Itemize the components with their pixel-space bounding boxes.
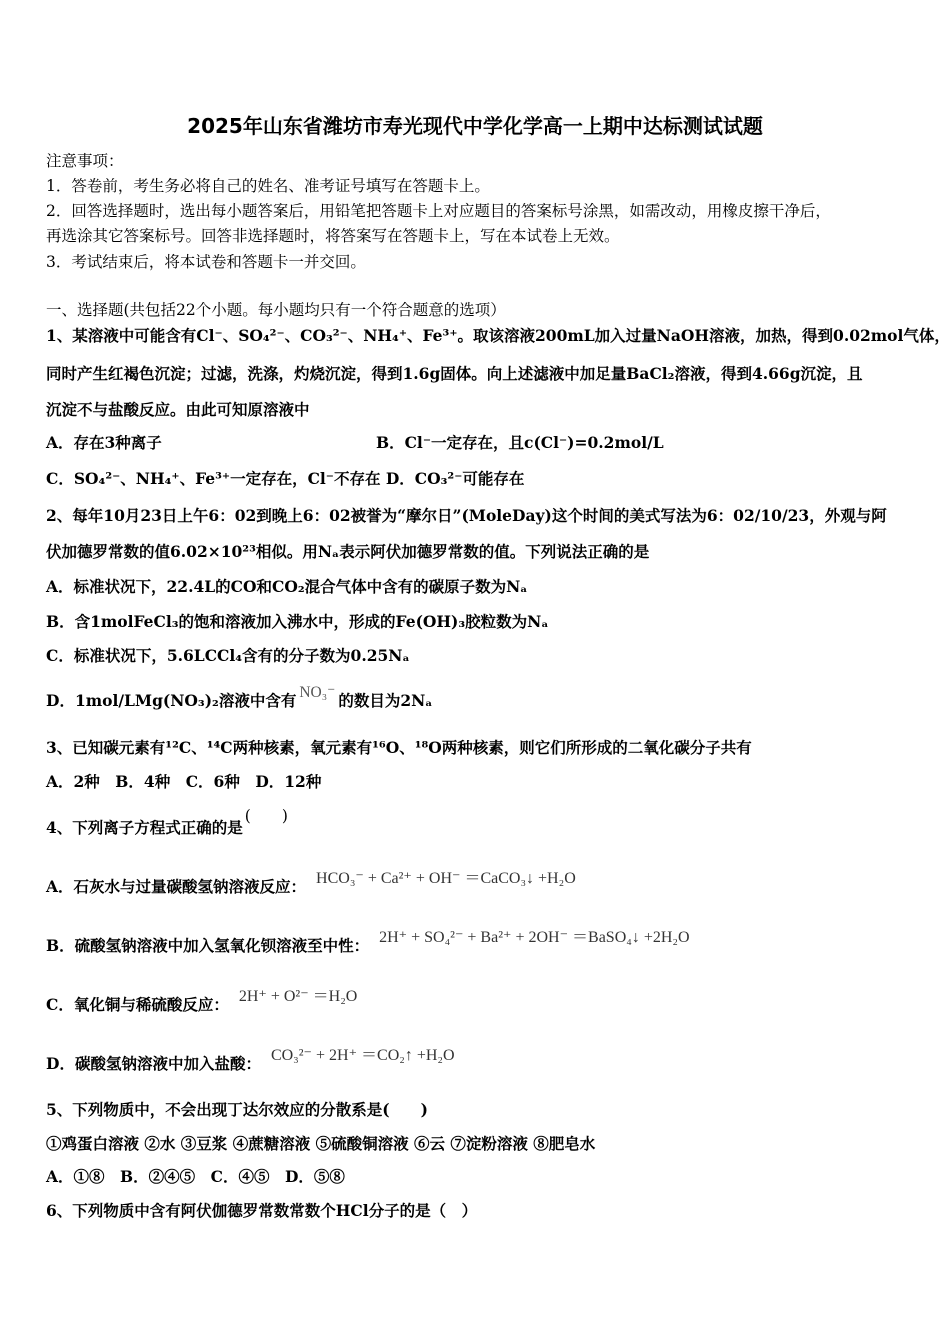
notice-heading: 注意事项： <box>46 152 124 170</box>
q4-option-c <box>46 988 358 1016</box>
q2-option-d-suffix: 的数目为2Nₐ <box>338 691 433 710</box>
exam-title: 2025年山东省潍坊市寿光现代中学化学高一上期中达标测试试题 <box>187 114 763 138</box>
q3-stem: 3、已知碳元素有¹²C、¹⁴C两种核素，氧元素有¹⁶O、¹⁸O两种核素，则它们所形成的二氧化碳分子共有 <box>46 738 752 757</box>
q5-options: A．①⑧ B．②④⑤ C．④⑤ D．⑤⑧ <box>46 1167 345 1186</box>
q4-option-b <box>46 929 690 957</box>
q5-items: ①鸡蛋白溶液 ②水 ③豆浆 ④蔗糖溶液 ⑤硫酸铜溶液 ⑥云 ⑦淀粉溶液 ⑧肥皂水 <box>46 1134 596 1153</box>
notice-item-2: 2．回答选择题时，选出每小题答案后，用铅笔把答题卡上对应题目的答案标号涂黑，如需改动，用橡皮擦干净后， <box>46 202 831 220</box>
q1-option-b: B．Cl⁻一定存在，且c(Cl⁻)=0.2mol/L <box>376 433 664 452</box>
q2-stem-line-2: 伏加德罗常数的值6.02×10²³相似。用Nₐ表示阿伏加德罗常数的值。下列说法正确的是 <box>46 542 650 561</box>
q1-option-a: A．存在3种离子 <box>46 433 162 452</box>
q4-option-b-label: B．硫酸氢钠溶液中加入氢氧化钡溶液至中性： <box>46 936 370 955</box>
q4-option-a-label: A．石灰水与过量碳酸氢钠溶液反应： <box>46 877 307 896</box>
q4-option-d <box>46 1047 455 1075</box>
q4-stem-text: 4、下列离子方程式正确的是 <box>46 818 243 837</box>
q2-option-d <box>46 684 433 712</box>
notice-item-1: 1．答卷前，考生务必将自己的姓名、准考证号填写在答题卡上。 <box>46 177 490 195</box>
q4-option-a <box>46 870 576 898</box>
q1-option-c-d: C．SO₄²⁻、NH₄⁺、Fe³⁺一定存在，Cl⁻不存在 D．CO₃²⁻可能存在 <box>46 469 525 488</box>
q2-option-a: A．标准状况下，22.4L的CO和CO₂混合气体中含有的碳原子数为Nₐ <box>46 577 528 596</box>
q4-option-b-equation: 2H⁺ + SO₄²⁻ + Ba²⁺ + 2OH⁻ ＝BaSO₄↓ +2H₂O <box>379 929 690 946</box>
section-heading: 一、选择题(共包括22个小题。每小题均只有一个符合题意的选项） <box>46 301 506 319</box>
q4-option-c-label: C．氧化铜与稀硫酸反应： <box>46 995 229 1014</box>
q4-option-d-label: D．碳酸氢钠溶液中加入盐酸： <box>46 1054 261 1073</box>
notice-item-2-cont: 再选涂其它答案标号。回答非选择题时，将答案写在答题卡上，写在本试卷上无效。 <box>46 227 620 245</box>
q4-option-d-equation: CO₃²⁻ + 2H⁺ ＝CO₂↑ +H₂O <box>270 1047 455 1064</box>
q2-option-c: C．标准状况下，5.6LCCl₄含有的分子数为0.25Nₐ <box>46 646 410 665</box>
nitrate-ion-formula: NO₃⁻ <box>299 684 336 701</box>
q6-stem: 6、下列物质中含有阿伏伽德罗常数常数个HCl分子的是（ ） <box>46 1201 478 1220</box>
q4-option-a-equation: HCO₃⁻ + Ca²⁺ + OH⁻ ＝CaCO₃↓ +H₂O <box>316 870 576 887</box>
q4-option-c-equation: 2H⁺ + O²⁻ ＝H₂O <box>238 988 358 1005</box>
q5-stem: 5、下列物质中，不会出现丁达尔效应的分散系是( ) <box>46 1100 428 1119</box>
q4-answer-paren: ( ) <box>244 807 288 825</box>
q2-option-d-prefix: D．1mol/LMg(NO₃)₂溶液中含有 <box>46 691 297 710</box>
q2-stem-line-1: 2、每年10月23日上午6：02到晚上6：02被誉为“摩尔日”(MoleDay)这个时间的美式写法为6：02/10/23，外观与阿 <box>46 506 887 525</box>
q2-option-b: B．含1molFeCl₃的饱和溶液加入沸水中，形成的Fe(OH)₃胶粒数为Nₐ <box>46 612 549 631</box>
q1-stem-line-1: 1、某溶液中可能含有Cl⁻、SO₄²⁻、CO₃²⁻、NH₄⁺、Fe³⁺。取该溶液200mL加入过量NaOH溶液，加热，得到0.02mol气体， <box>46 326 950 345</box>
q1-stem-line-2: 同时产生红褐色沉淀；过滤，洗涤，灼烧沉淀，得到1.6g固体。向上述滤液中加足量BaCl₂溶液，得到4.66g沉淀，且 <box>46 364 863 383</box>
q1-stem-line-3: 沉淀不与盐酸反应。由此可知原溶液中 <box>46 400 310 419</box>
q4-stem <box>46 807 288 838</box>
notice-item-3: 3．考试结束后，将本试卷和答题卡一并交回。 <box>46 253 366 271</box>
q3-options: A．2种 B．4种 C．6种 D．12种 <box>46 772 322 791</box>
